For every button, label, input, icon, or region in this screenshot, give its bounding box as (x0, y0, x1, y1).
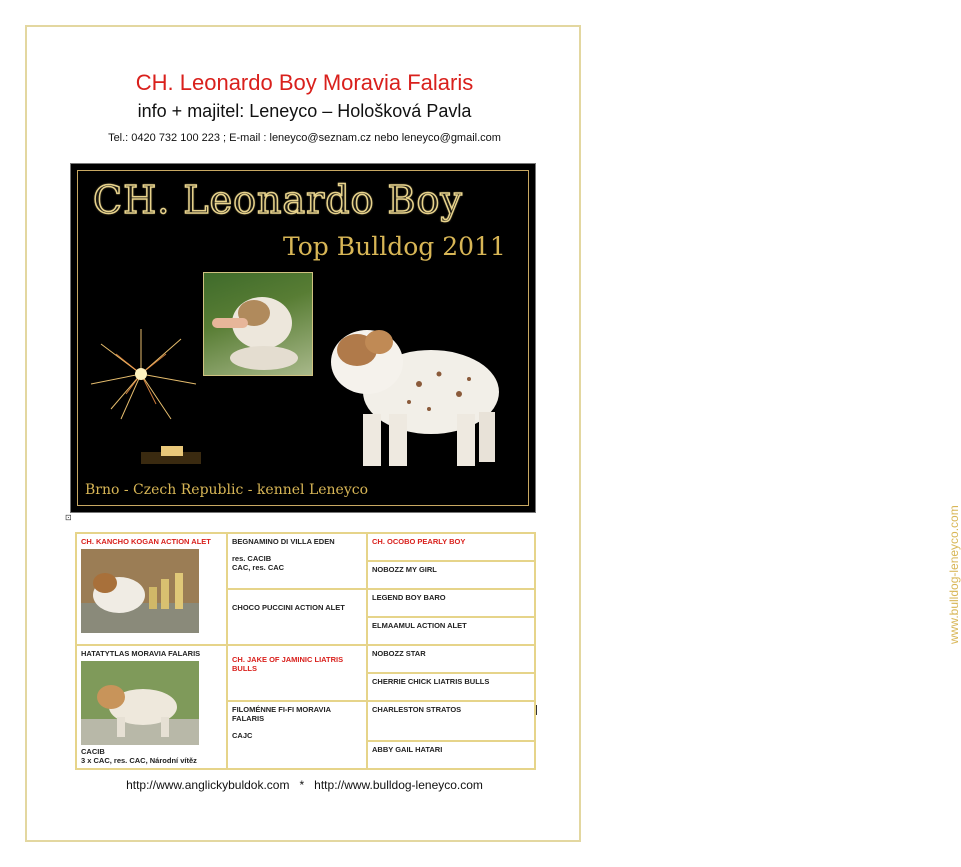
pedigree-dds-cell: CHARLESTON STRATOS (367, 701, 535, 741)
banner-title: CH. Leonardo Boy (93, 178, 463, 222)
banner-footer: Brno - Czech Republic - kennel Leneyco (85, 482, 369, 498)
contact-line: Tel.: 0420 732 100 223 ; E-mail : leneyco@seznam.cz nebo leneyco@gmail.com (108, 132, 501, 144)
dog-handler-photo (203, 272, 313, 376)
pedigree-sd-cell (227, 589, 367, 645)
pedigree-table-wrap (75, 532, 534, 765)
footer-links (0, 778, 609, 792)
dd-titles: CAJC (232, 731, 253, 740)
sire-name: CH. KANCHO KOGAN ACTION ALET (81, 537, 211, 546)
banner-side-url: www.bulldog-leneyco.com (947, 505, 961, 644)
dam-name: HATATYTLAS MORAVIA FALARIS (81, 649, 201, 658)
pedigree-dsd-cell: CHERRIE CHICK LIATRIS BULLS (367, 673, 535, 701)
dd-name: FILOMÉNNE FI-FI MORAVIA FALARIS (232, 705, 331, 723)
text-cursor-mark (536, 705, 537, 715)
dam-titles: CACIB 3 x CAC, res. CAC, Národní vítěz (81, 747, 197, 765)
bulldog-photo (319, 314, 509, 474)
link-anglickybuldok[interactable]: http://www.anglickybuldok.com (126, 778, 290, 792)
pedigree-ssd-cell: NOBOZZ MY GIRL (367, 561, 535, 589)
ss-name: BEGNAMINO DI VILLA EDEN (232, 537, 335, 546)
dam-photo (81, 661, 199, 745)
pedigree-ds-cell (227, 645, 367, 701)
page-title: CH. Leonardo Boy Moravia Falaris (135, 70, 474, 95)
sd-name: CHOCO PUCCINI ACTION ALET (232, 603, 345, 612)
pedigree-dd-cell (227, 701, 367, 769)
pedigree-sdd-cell: ELMAAMUL ACTION ALET (367, 617, 535, 645)
pedigree-sss-cell: CH. OCOBO PEARLY BOY (367, 533, 535, 561)
banner-subtitle: Top Bulldog 2011 (283, 232, 506, 261)
page-subtitle: info + majitel: Leneyco – Hološková Pavla (137, 101, 472, 121)
ds-name: CH. JAKE OF JAMINIC LIATRIS BULLS (232, 655, 344, 673)
ss-titles: res. CACIB CAC, res. CAC (232, 554, 285, 572)
pedigree-ddd-cell: ABBY GAIL HATARI (367, 741, 535, 769)
pedigree-table (75, 532, 536, 770)
pedigree-ss-cell (227, 533, 367, 589)
fireworks-image (81, 324, 221, 474)
pedigree-dam-cell (76, 645, 227, 769)
sire-photo (81, 549, 199, 633)
pedigree-sds-cell: LEGEND BOY BARO (367, 589, 535, 617)
pedigree-dss-cell: NOBOZZ STAR (367, 645, 535, 673)
pedigree-sire-cell (76, 533, 227, 645)
anchor-mark: ⊡ (65, 513, 72, 522)
link-separator: * (299, 778, 305, 792)
link-bulldog-leneyco[interactable]: http://www.bulldog-leneyco.com (314, 778, 483, 792)
